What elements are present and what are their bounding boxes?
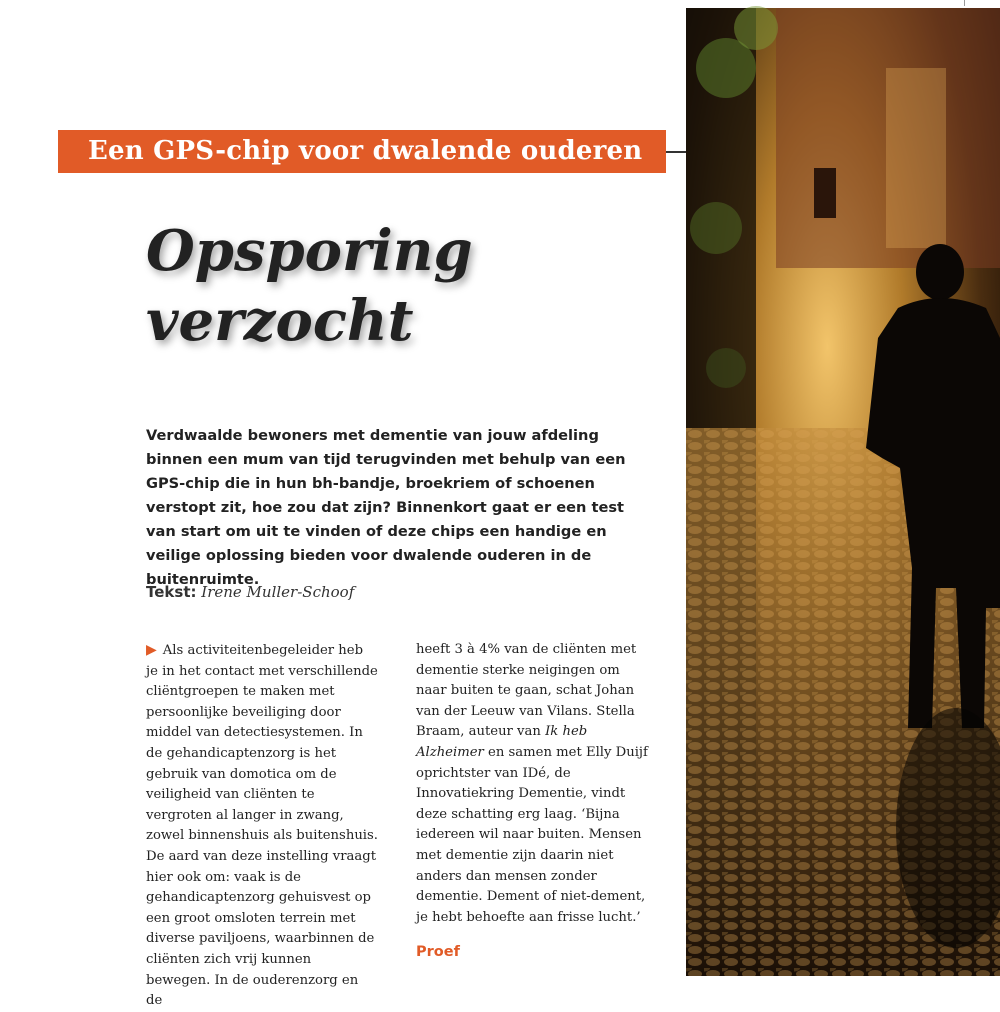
body-column-1 <box>146 640 378 1012</box>
column-2-text-before: heeft 3 à 4% van de cliënten met dementie sterke neigingen om naar buiten te gaan, schat Johan van der Leeuw van Vilans. Stella Braam, auteur van <box>416 642 637 740</box>
byline-label: Tekst: <box>146 583 197 601</box>
book-title: Ik heb Alzheimer <box>416 724 588 760</box>
building-window <box>814 168 836 218</box>
byline <box>146 583 354 601</box>
headline-line-1: Opsporing <box>146 218 473 284</box>
triangle-bullet-icon: ▶ <box>146 642 157 658</box>
subhead-proef: Proef <box>416 944 460 961</box>
column-2-text-after: en samen met Elly Duijf oprichtster van IDé, de Innovatiekring Dementie, vindt deze schatting erg laag. ‘Bijna iedereen wil naar buiten. Mensen met dementie zijn daarin niet anders dan mensen zonder dementie. Dement of niet-dement, je hebt behoefte aan frisse lucht.’ <box>416 744 648 925</box>
crop-mark-vertical <box>964 0 965 6</box>
headline <box>146 216 476 356</box>
lead-paragraph: Verdwaalde bewoners met dementie van jouw afdeling binnen een mum van tijd terugvinden met behulp van een GPS-chip die in hun bh-bandje, broekriem of schoenen verstopt zit, hoe zou dat zijn? Binnenkort gaat er een test van start om uit te vinden of deze chips een handige en veilige oplossing bieden voor dwalende ouderen in de buitenruimte. <box>146 427 626 588</box>
body-column-2 <box>416 640 648 963</box>
byline-author: Irene Muller-Schoof <box>201 583 355 601</box>
column-1-text: Als activiteitenbegeleider heb je in het contact met verschillende cliëntgroepen te maken met persoonlijke beveiliging door middel van detectiesystemen. In de gehandicaptenzorg is het gebruik van domotica om de veiligheid van cliënten te vergroten al langer in zwang, zowel binnenshuis als buitenshuis. De aard van deze instelling vraagt hier ook om: vaak is de gehandicaptenzorg gehuisvest op een groot omsloten terrein met diverse paviljoens, waarbinnen de cliënten zich vrij kunnen bewegen. In de ouderenzorg en de <box>146 643 378 1009</box>
photo-night-street <box>686 8 1000 976</box>
kicker-text: Een GPS-chip voor dwalende ouderen <box>88 136 643 166</box>
kicker-banner <box>58 130 666 173</box>
headline-line-2: verzocht <box>146 288 414 354</box>
kicker-rule <box>666 151 686 153</box>
lit-wall <box>886 68 946 248</box>
